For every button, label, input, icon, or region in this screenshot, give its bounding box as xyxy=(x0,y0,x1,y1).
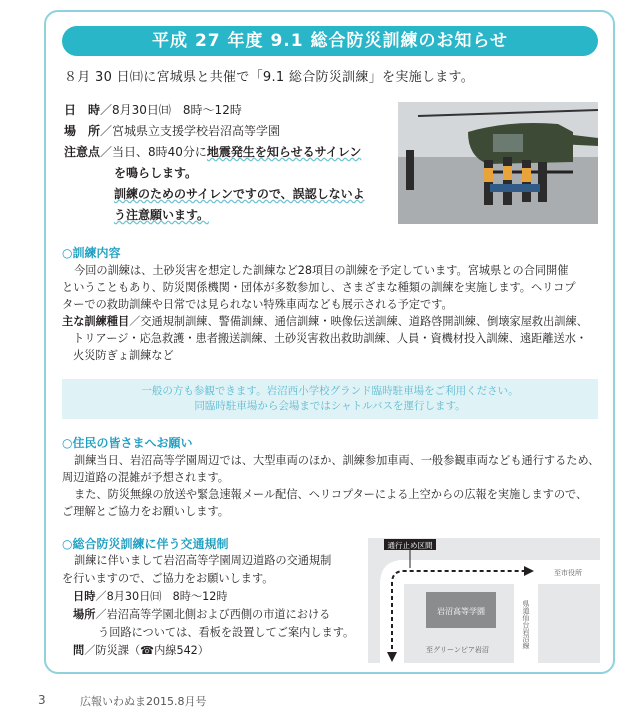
page-number: 3 xyxy=(38,693,46,707)
training-line-2: ということもあり、防災関係機関・団体が多数参加し、さまざまな種類の訓練を実施します。ヘリコプ xyxy=(62,281,576,294)
page-title: 平成 27 年度 9.1 総合防災訓練のお知らせ xyxy=(62,26,598,56)
traffic-contact-value: ／防災課（☎内線542） xyxy=(84,644,209,657)
map-school: 岩沼高等学園 xyxy=(437,607,485,616)
note-line-2: を鳴らします。 xyxy=(114,166,198,180)
map-city-hall: 至市役所 xyxy=(554,569,582,577)
map-route: 県道仙台岩沼線 xyxy=(522,600,530,649)
main-training-line-2: トリアージ・応急救護・患者搬送訓練、土砂災害救出救助訓練、人員・資機材投入訓練、遠距離送水・ xyxy=(73,332,588,345)
traffic-place-label: 場所 xyxy=(73,608,96,621)
note-value-pre: ／当日、8時40分に xyxy=(100,145,207,159)
traffic-line-1: 訓練に伴いまして岩沼高等学園周辺道路の交通規制 xyxy=(74,554,332,567)
residents-line-4: ご理解とご協力をお願いします。 xyxy=(62,505,229,518)
residents-line-3: また、防災無線の放送や緊急速報メール配信、ヘリコプターによる上空からの広報を実施しますので、 xyxy=(74,488,588,501)
traffic-date-value: ／8月30日㈰ 8時～12時 xyxy=(95,590,228,603)
notice-line-2: 同臨時駐車場から会場まではシャトルバスを運行します。 xyxy=(194,400,466,412)
intro-text: ８月 30 日㈰に宮城県と共催で「9.1 総合防災訓練」を実施します。 xyxy=(64,70,475,85)
event-info xyxy=(64,100,394,226)
training-heading: ○訓練内容 xyxy=(62,246,121,260)
traffic-contact-label: 問 xyxy=(73,644,85,657)
helicopter-photo xyxy=(398,102,598,224)
place-label: 場 所 xyxy=(64,124,101,138)
map-green: 至グリーンピア岩沼 xyxy=(426,646,489,654)
date-label: 日 時 xyxy=(64,103,101,117)
map-stop-label: 通行止め区間 xyxy=(387,541,433,550)
residents-heading: ○住民の皆さまへお願い xyxy=(62,436,193,450)
traffic-heading: ○総合防災訓練に伴う交通規制 xyxy=(62,537,229,551)
publication-name: 広報いわぬま2015.8月号 xyxy=(80,695,207,708)
parking-notice xyxy=(62,379,598,419)
note-value-bold: 地震発生を知らせるサイレン xyxy=(206,145,362,159)
training-line-3: ターでの救助訓練や日常では見られない特殊車両なども展示される予定です。 xyxy=(62,298,453,311)
date-value: ／8月30日㈰ 8時～12時 xyxy=(100,103,242,117)
traffic-place-value: ／岩沼高等学園北側および西側の市道における xyxy=(95,608,331,621)
note-line-4: う注意願います。 xyxy=(114,208,210,222)
traffic-line-2: を行いますので、ご協力をお願いします。 xyxy=(62,572,274,585)
main-training-label: 主な訓練種目 xyxy=(62,315,130,328)
note-line-3: 訓練のためのサイレンですので、誤認しないよ xyxy=(114,187,365,201)
residents-line-1: 訓練当日、岩沼高等学園周辺では、大型車両のほか、訓練参加車両、一般参観車両なども通行するため、 xyxy=(74,454,600,467)
traffic-date-label: 日時 xyxy=(73,590,96,603)
residents-body xyxy=(62,452,602,520)
residents-line-2: 周辺道路の混雑が予想されます。 xyxy=(62,471,229,484)
main-training-line-1: ／交通規制訓練、警備訓練、通信訓練・映像伝送訓練、道路啓開訓練、倒壊家屋救出訓練、 xyxy=(129,315,588,328)
notice-line-1: 一般の方も参観できます。岩沼西小学校グランド臨時駐車場をご利用ください。 xyxy=(141,385,519,397)
traffic-place-value-2: う回路については、看板を設置してご案内します。 xyxy=(98,626,355,639)
main-training-line-3: 火災防ぎょ訓練など xyxy=(73,349,174,362)
traffic-body xyxy=(62,552,362,660)
training-body xyxy=(62,262,602,364)
training-line-1: 今回の訓練は、土砂災害を想定した訓練など28項目の訓練を予定しています。宮城県との合同開催 xyxy=(74,264,569,277)
traffic-map xyxy=(368,538,600,663)
place-value: ／宮城県立支援学校岩沼高等学園 xyxy=(100,124,281,138)
note-label: 注意点 xyxy=(64,145,101,159)
